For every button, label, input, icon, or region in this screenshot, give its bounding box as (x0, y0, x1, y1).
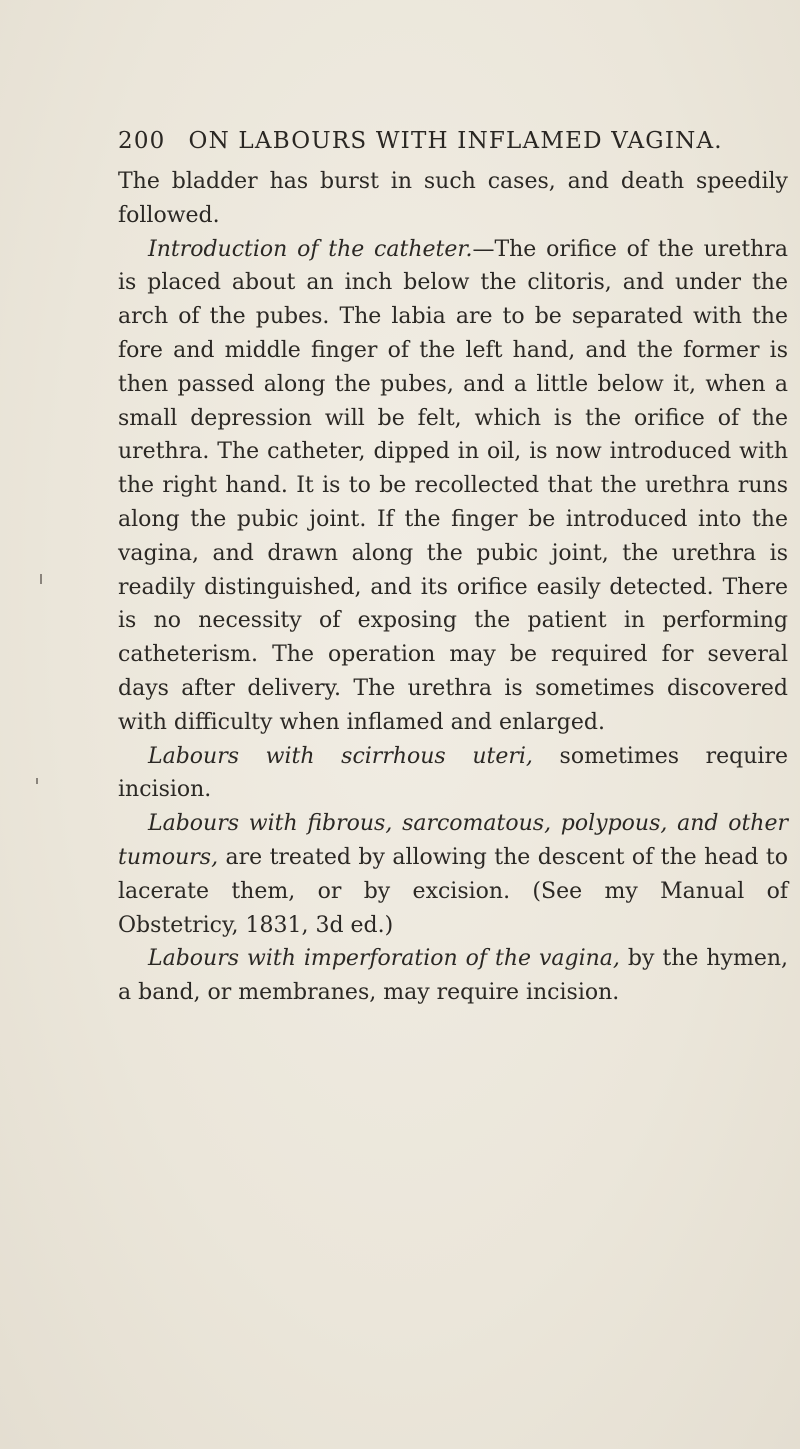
paragraph (118, 165, 788, 233)
text-run: are treated by allowing the descent of the head to lacerate them, or by excision. (See my Manual of Obstetricy, 1831, 3d ed.) (118, 844, 788, 938)
italic-heading: Labours with imperforation of the vagina, (148, 946, 620, 972)
paragraph (118, 233, 788, 740)
text-run: The bladder has burst in such cases, and death speedily followed. (118, 169, 788, 228)
margin-mark (40, 574, 42, 584)
italic-heading: Labours with scirrhous uteri, (148, 743, 533, 769)
margin-mark (36, 778, 38, 784)
page-number: 200 (118, 128, 166, 154)
text-run: sometimes require incision. (118, 743, 789, 803)
page-header (118, 128, 798, 168)
italic-heading: Labours with fibrous, sarcomatous, polypous, and other tumours, (118, 811, 788, 870)
text-run: —The orifice of the urethra is placed about an inch below the clitoris, and under the arch of the pubes. The labia are to be separated with the fore and middle finger of the left hand, and the former is then passed along the pubes, and a little below it, when a small depression will be felt, which is the orifice of the urethra. The catheter, dipped in oil, is now introduced with the right hand. It is to be recollected that the urethra runs along the pubic joint. If the finger be introduced into the vagina, and drawn along the pubic joint, the urethra is readily distinguished, and its orifice easily detected. There is no necessity of exposing the patient in performing catheterism. The operation may be required for several days after delivery. The urethra is sometimes discovered with difficulty when inflamed and enlarged. (118, 236, 788, 735)
paragraph (118, 807, 788, 942)
running-head: ON LABOURS WITH INFLAMED VAGINA. (188, 128, 723, 154)
text-run: by the hymen, a band, or membranes, may require incision. (118, 946, 788, 1006)
body-text (118, 165, 788, 1010)
paragraph (118, 740, 788, 808)
italic-heading: Introduction of the catheter. (148, 236, 473, 262)
paragraph (118, 942, 788, 1010)
